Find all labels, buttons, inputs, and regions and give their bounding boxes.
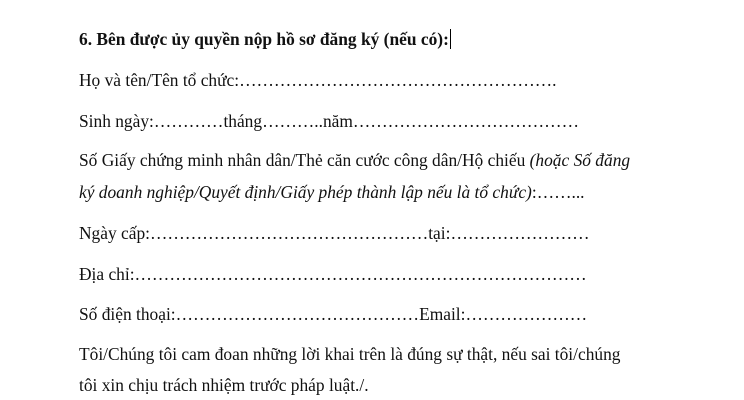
declaration-line-1: Tôi/Chúng tôi cam đoan những lời khai trên là đúng sự thật, nếu sai tôi/chúng xyxy=(79,344,621,364)
id-number-note: (hoặc Số đăng xyxy=(529,150,631,170)
id-number-field-line2[interactable] xyxy=(79,181,585,203)
id-number-blank: :……... xyxy=(531,182,585,202)
name-field[interactable]: Họ và tên/Tên tổ chức:………………………………………………. xyxy=(79,70,557,90)
section-heading xyxy=(79,28,451,50)
id-number-note-cont: ký doanh nghiệp/Quyết định/Giấy phép thành lập nếu là tổ chức) xyxy=(79,182,532,202)
text-cursor xyxy=(450,29,451,49)
address-field[interactable]: Địa chỉ:…………………………………………………………………… xyxy=(79,264,587,284)
date-of-birth-field[interactable]: Sinh ngày:…………tháng………..năm………………………………… xyxy=(79,111,579,131)
declaration-line-2: tôi xin chịu trách nhiệm trước pháp luật./. xyxy=(79,375,369,395)
section-heading-text: 6. Bên được ủy quyền nộp hồ sơ đăng ký (nếu có): xyxy=(79,29,449,49)
phone-email-field[interactable]: Số điện thoại:……………………………………Email:………………… xyxy=(79,304,588,324)
issue-date-place-field[interactable]: Ngày cấp:…………………………………………tại:…………………… xyxy=(79,223,590,243)
id-number-field-line1[interactable] xyxy=(79,149,630,171)
id-number-label: Số Giấy chứng minh nhân dân/Thẻ căn cước công dân/Hộ chiếu xyxy=(79,150,530,170)
